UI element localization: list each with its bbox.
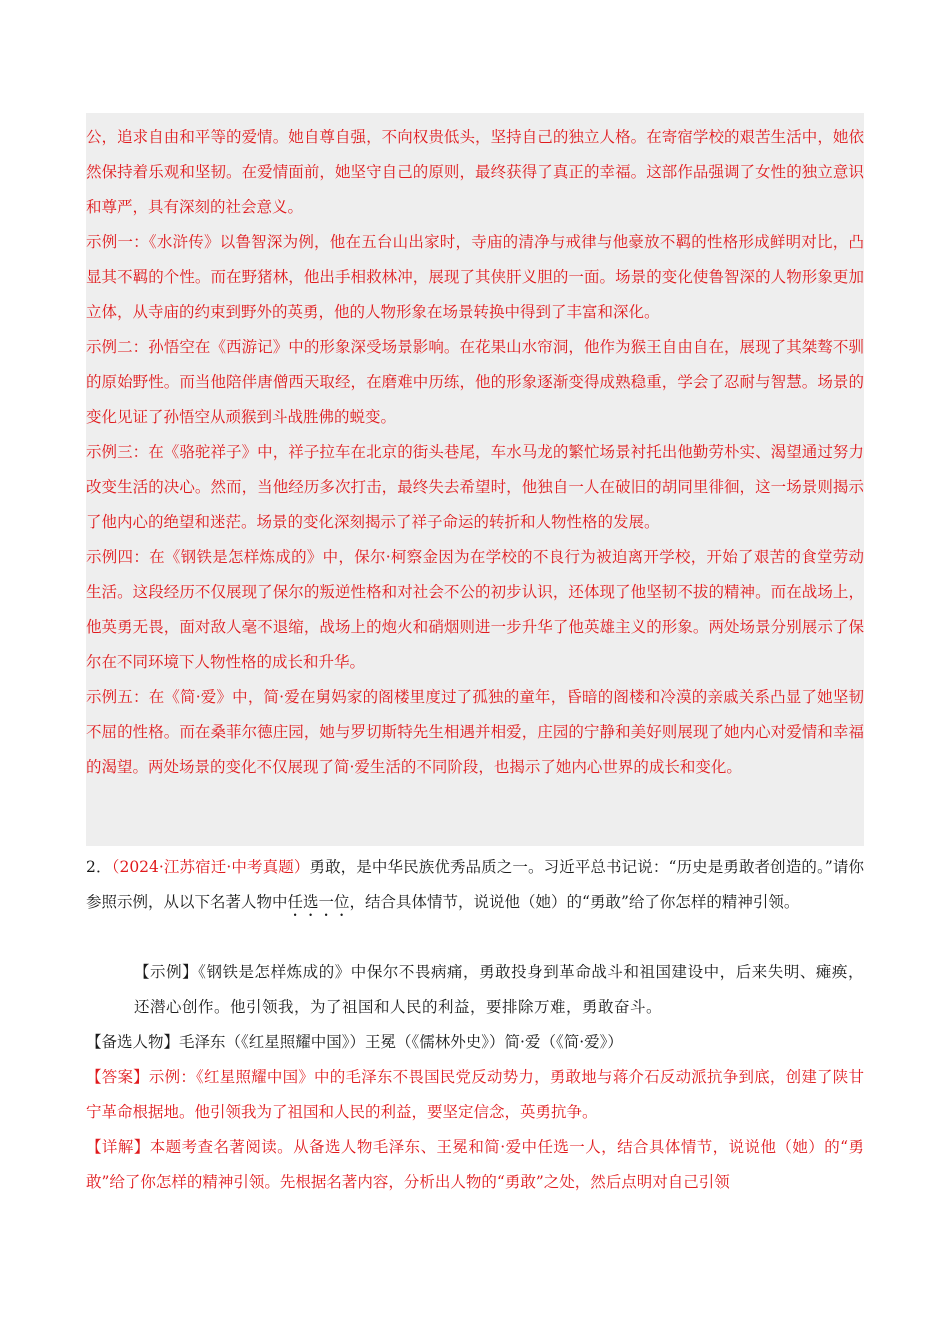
answer-label: 【答案】	[86, 1068, 149, 1086]
example-one: 示例一：《水浒传》以鲁智深为例，他在五台山出家时，寺庙的清净与戒律与他豪放不羁的性格形成鲜明对比，凸显其不羁的个性。而在野猪林，他出手相救林冲，展现了其侠肝义胆的一面。场景的变化使鲁智深的人物形象更加立体，从寺庙的约束到野外的英勇，他的人物形象在场景转换中得到了丰富和深化。	[86, 233, 864, 321]
detail-paragraph	[86, 1130, 864, 1200]
candidates-label: 【备选人物】	[86, 1033, 180, 1051]
answer-text: 示例：《红星照耀中国》中的毛泽东不畏国民党反动势力，勇敢地与蒋介石反动派抗争到底，创建了陕甘宁革命根据地。他引领我为了祖国和人民的利益，要坚定信念，英勇抗争。	[86, 1068, 864, 1121]
candidates-text: 毛泽东（《红星照耀中国》）王冕（《儒林外史》）简·爱（《简·爱》）	[179, 1033, 623, 1051]
question-text-b: ，结合具体情节，说说他（她）的“勇敢”给了你怎样的精神引领。	[349, 893, 800, 911]
intro-paragraph: 公，追求自由和平等的爱情。她自尊自强，不向权贵低头，坚持自己的独立人格。在寄宿学校的艰苦生活中，她依然保持着乐观和坚韧。在爱情面前，她坚守自己的原则，最终获得了真正的幸福。这部作品强调了女性的独立意识和尊严，具有深刻的社会意义。	[86, 128, 864, 216]
example-three: 示例三：在《骆驼祥子》中，祥子拉车在北京的街头巷尾，车水马龙的繁忙场景衬托出他勤劳朴实、渴望通过努力改变生活的决心。然而，当他经历多次打击，最终失去希望时，他独自一人在破旧的胡同里徘徊，这一场景则揭示了他内心的绝望和迷茫。场景的变化深刻揭示了祥子命运的转折和人物性格的发展。	[86, 443, 864, 531]
example-five: 示例五：在《简·爱》中，简·爱在舅妈家的阁楼里度过了孤独的童年，昏暗的阁楼和冷漠的亲戚关系凸显了她坚韧不屈的性格。而在桑菲尔德庄园，她与罗切斯特先生相遇并相爱，庄园的宁静和美好则展现了她内心对爱情和幸福的渴望。两处场景的变化不仅展现了简·爱生活的不同阶段，也揭示了她内心世界的成长和变化。	[86, 688, 864, 776]
sample-label: 【示例】	[134, 963, 199, 981]
question-number: 2．	[86, 858, 112, 876]
example-four: 示例四：在《钢铁是怎样炼成的》中，保尔·柯察金因为在学校的不良行为被迫离开学校，开始了艰苦的食堂劳动生活。这段经历不仅展现了保尔的叛逆性格和对社会不公的初步认识，还体现了他坚韧不拔的精神。而在战场上，他英勇无畏，面对敌人毫不退缩，战场上的炮火和硝烟则进一步升华了他英雄主义的形象。两处场景分别展示了保尔在不同环境下人物性格的成长和升华。	[86, 548, 864, 671]
detail-text: 本题考查名著阅读。从备选人物毛泽东、王冕和简·爱中任选一人，结合具体情节，说说他（她）的“勇敢”给了你怎样的精神引领。先根据名著内容，分析出人物的“勇敢”之处，然后点明对自己引领	[86, 1138, 864, 1191]
sample-text: 《钢铁是怎样炼成的》中保尔不畏病痛，勇敢投身到革命战斗和祖国建设中，后来失明、瘫痪，还潜心创作。他引领我，为了祖国和人民的利益，要排除万难，勇敢奋斗。	[134, 963, 864, 1016]
candidates-paragraph	[86, 1025, 864, 1060]
detail-label: 【详解】	[86, 1138, 150, 1156]
answer-paragraph	[86, 1060, 864, 1130]
question-emphasis: 任选一位	[287, 893, 350, 911]
question-2	[86, 850, 864, 920]
example-two: 示例二：孙悟空在《西游记》中的形象深受场景影响。在花果山水帘洞，他作为猴王自由自在，展现了其桀骜不驯的原始野性。而当他陪伴唐僧西天取经，在磨难中历练，他的形象逐渐变得成熟稳重，学会了忍耐与智慧。场景的变化见证了孙悟空从顽猴到斗战胜佛的蜕变。	[86, 338, 864, 426]
question-source: （2024·江苏宿迁·中考真题）	[111, 858, 310, 876]
question-text-a: 勇敢，是中华民族优秀品质之一。习近平总书记说：“历史是勇敢者创造的。”请你参照示例，从以下名著人物中	[86, 858, 864, 911]
sample-paragraph	[86, 955, 864, 1025]
